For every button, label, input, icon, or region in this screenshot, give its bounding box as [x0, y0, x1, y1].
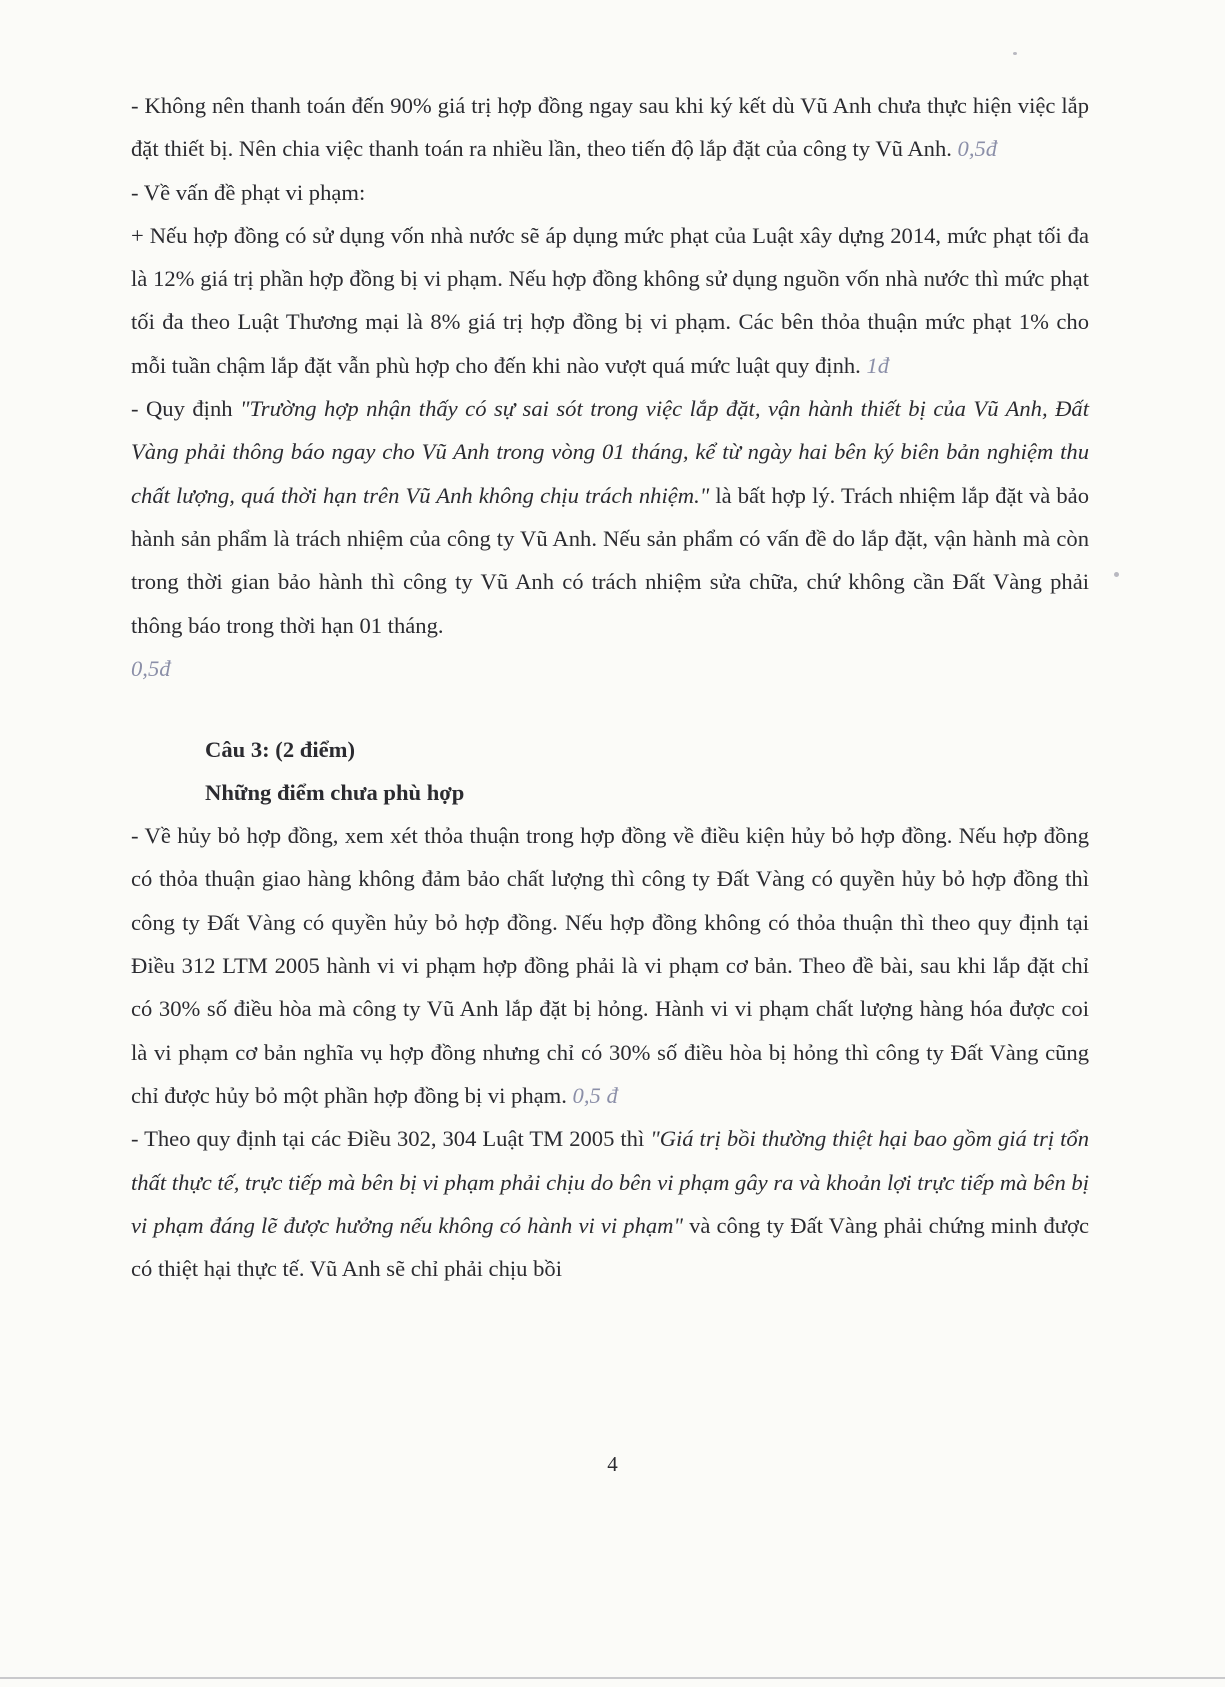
- question-heading: Câu 3: (2 điểm): [205, 737, 355, 763]
- paragraph-payment: [131, 84, 1089, 171]
- document-page: [131, 84, 1089, 1290]
- scan-speck: [1013, 52, 1017, 55]
- paragraph-notice-clause: [131, 387, 1089, 690]
- paragraph-text: là bất hợp lý. Trách nhiệm lắp đặt và bảo hành sản phẩm là trách nhiệm của công ty Vũ Anh. Nếu sản phẩm có vấn đề do lắp đặt, vận hành mà còn trong thời gian bảo hành thì công ty Vũ Anh có trách nhiệm sửa chữa, chứ không cần Đất Vàng phải thông báo trong thời hạn 01 tháng.: [131, 482, 1090, 638]
- paragraph-termination: [131, 814, 1089, 1117]
- quoted-clause: "Giá trị bồi thường thiệt hại bao gồm giá trị tổn thất thực tế, trực tiếp mà bên bị vi phạm phải chịu do bên vi phạm gây ra và khoản lợi trực tiếp mà bên bị vi phạm đáng lẽ được hưởng nếu không có hành vi vi phạm": [131, 1126, 1089, 1238]
- grade-mark: 1đ: [866, 352, 890, 378]
- paragraph-compensation: [131, 1117, 1089, 1290]
- grade-mark: 0,5đ: [957, 136, 998, 162]
- paragraph-text: - Theo quy định tại các Điều 302, 304 Luật TM 2005 thì: [131, 1126, 651, 1152]
- page-number: 4: [607, 1452, 618, 1476]
- section-heading: Những điểm chưa phù hợp: [205, 780, 465, 806]
- scan-speck: [1114, 572, 1119, 577]
- paragraph-text: và công ty Đất Vàng phải chứng minh được có thiệt hại thực tế. Vũ Anh sẽ chỉ phải chịu bồi: [131, 1212, 1089, 1282]
- paragraph-text: - Quy định: [131, 396, 240, 422]
- paragraph-text: - Về hủy bỏ hợp đồng, xem xét thỏa thuận trong hợp đồng về điều kiện hủy bỏ hợp đồng. Nếu hợp đồng có thỏa thuận giao hàng không đảm bảo chất lượng thì công ty Đất Vàng có quyền hủy bỏ hợp đồng thì công ty Đất Vàng có quyền hủy bỏ hợp đồng. Nếu hợp đồng không có thỏa thuận thì theo quy định tại Điều 312 LTM 2005 hành vi vi phạm hợp đồng phải là vi phạm cơ bản. Theo đề bài, sau khi lắp đặt chỉ có 30% số điều hòa mà công ty Vũ Anh lắp đặt bị hỏng. Hành vi vi phạm chất lượng hàng hóa được coi là vi phạm cơ bản nghĩa vụ hợp đồng nhưng chỉ có 30% số điều hòa bị hỏng thì công ty Đất Vàng cũng chỉ được hủy bỏ một phần hợp đồng bị vi phạm.: [131, 823, 1089, 1108]
- paragraph-text: + Nếu hợp đồng có sử dụng vốn nhà nước sẽ áp dụng mức phạt của Luật xây dựng 2014, mức phạt tối đa là 12% giá trị phần hợp đồng bị vi phạm. Nếu hợp đồng không sử dụng nguồn vốn nhà nước thì mức phạt tối đa theo Luật Thương mại là 8% giá trị hợp đồng bị vi phạm. Các bên thỏa thuận mức phạt 1% cho mỗi tuần chậm lắp đặt vẫn phù hợp cho đến khi nào vượt quá mức luật quy định.: [131, 222, 1089, 378]
- paragraph-text: - Không nên thanh toán đến 90% giá trị hợp đồng ngay sau khi ký kết dù Vũ Anh chưa thực hiện việc lắp đặt thiết bị. Nên chia việc thanh toán ra nhiều lần, theo tiến độ lắp đặt của công ty Vũ Anh.: [131, 93, 1089, 162]
- scan-edge-line: [0, 1677, 1225, 1679]
- paragraph-penalty: [131, 214, 1089, 387]
- quoted-clause: "Trường hợp nhận thấy có sự sai sót trong việc lắp đặt, vận hành thiết bị của Vũ Anh, Đất Vàng phải thông báo ngay cho Vũ Anh trong vòng 01 tháng, kể từ ngày hai bên ký biên bản nghiệm thu chất lượng, quá thời hạn trên Vũ Anh không chịu trách nhiệm.": [131, 396, 1089, 508]
- paragraph-penalty-intro: - Về vấn đề phạt vi phạm:: [131, 179, 366, 205]
- grade-mark: 0,5 đ: [572, 1082, 618, 1108]
- grade-mark: 0,5đ: [131, 655, 171, 681]
